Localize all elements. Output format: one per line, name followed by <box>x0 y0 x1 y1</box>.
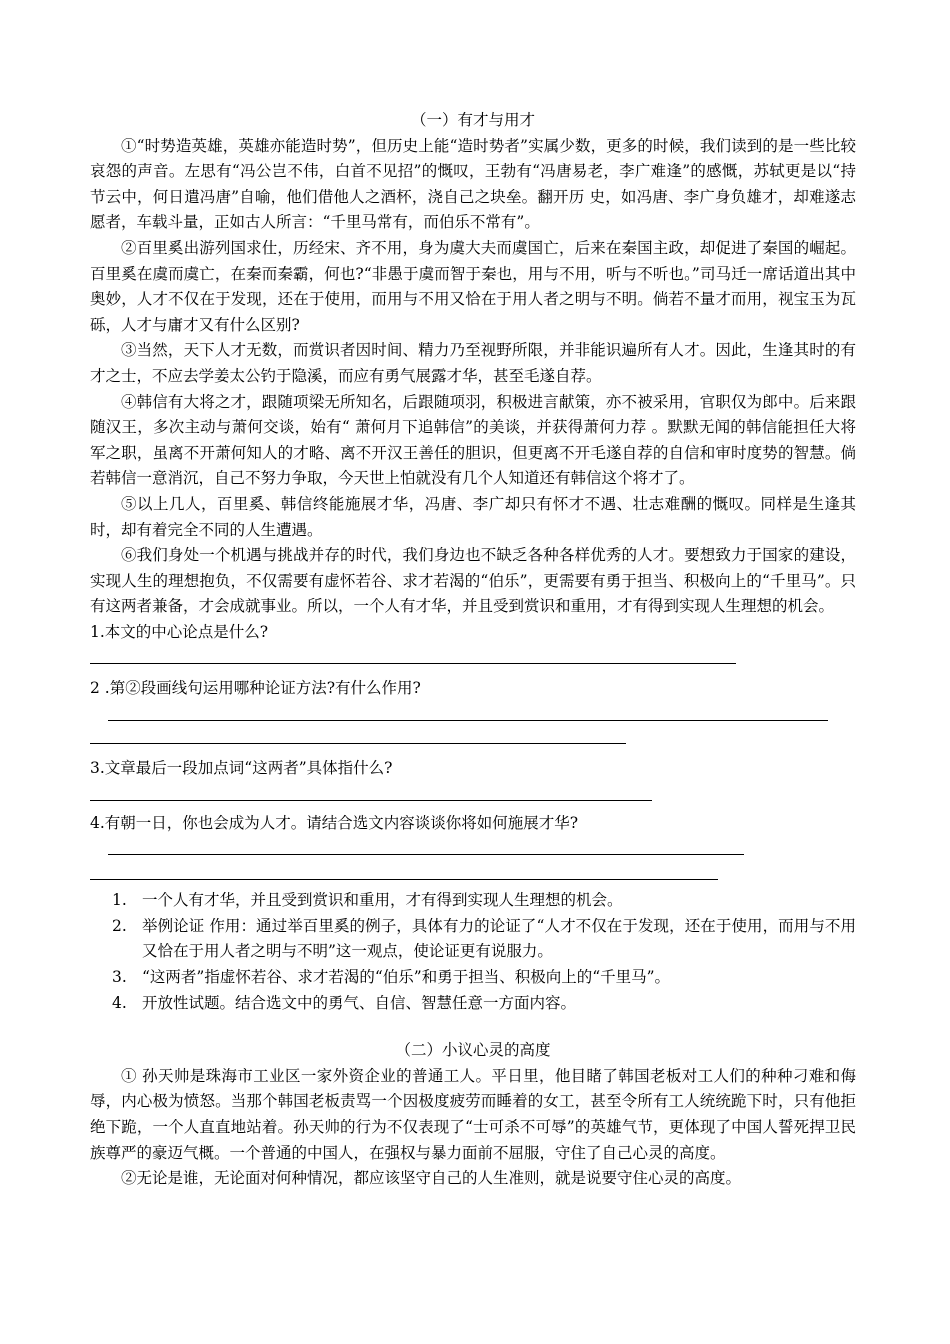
answer-item <box>112 965 856 991</box>
answer-item <box>112 888 856 914</box>
section1-paragraph-5: ⑤以上几人，百里奚、韩信终能施展才华，冯唐、李广却只有怀才不遇、壮志难酬的慨叹。同样是生逢其时，却有着完全不同的人生遭遇。 <box>90 494 856 539</box>
answer-number: 3. <box>112 968 127 987</box>
answer-text: 开放性试题。结合选文中的勇气、自信、智慧任意一方面内容。 <box>142 993 577 1012</box>
document-page <box>90 108 856 1192</box>
question-1: 1.本文的中心论点是什么? <box>90 622 269 641</box>
answer-line <box>108 720 828 721</box>
section2-paragraph-1: ① 孙天帅是珠海市工业区一家外资企业的普通工人。平日里，他目睹了韩国老板对工人们的种种刁难和侮辱，内心极为愤怒。当那个韩国老板责骂一个因极度疲劳而睡着的女工，甚至令所有工人统统跪下时，只有他拒绝下跪，一个人直直地站着。孙天帅的行为不仅表现了“士可杀不可辱”的英雄气节，更体现了中国人誓死捍卫民族尊严的豪迈气概。一个普通的中国人，在强权与暴力面前不屈服，守住了自己心灵的高度。 <box>90 1066 856 1162</box>
section1-paragraph-6: ⑥我们身处一个机遇与挑战并存的时代，我们身边也不缺乏各种各样优秀的人才。要想致力于国家的建设，实现人生的理想抱负，不仅需要有虚怀若谷、求才若渴的“伯乐”，更需要有勇于担当、积极向上的“千里马”。只有这两者兼备，才会成就事业。所以，一个人有才华，并且受到赏识和重用，才有得到实现人生理想的机会。 <box>90 546 856 616</box>
answer-item <box>112 991 856 1017</box>
answer-line <box>90 879 718 880</box>
section1-paragraph-3: ③当然，天下人才无数，而赏识者因时间、精力乃至视野所限，并非能识遍所有人才。因此，生逢其时的有才之士，不应去学姜太公钓于隐溪，而应有勇气展露才华，甚至毛遂自荐。 <box>90 341 856 385</box>
section1-paragraph-4: ④韩信有大将之才，跟随项梁无所知名，后跟随项羽，积极进言献策，亦不被采用，官职仅为郎中。后来跟随汉王，多次主动与萧何交谈，始有“ 萧何月下追韩信”的美谈，并获得萧何力荐 。默默无闻的韩信能担任大将军之职，虽离不开萧何知人的才略、离不开汉王善任的胆识，但更离不开毛遂自荐的自信和审时度势的智慧。倘若韩信一意消沉，自己不努力争取，今天世上怕就没有几个人知道还有韩信这个将才了。 <box>90 392 856 488</box>
answer-text: 举例论证 作用：通过举百里奚的例子，具体有力的论证了“人才不仅在于发现，还在于使用，而用与不用又恰在于用人者之明与不明”这一观点，使论证更有说服力。 <box>142 916 856 961</box>
section1-paragraph-2: ②百里奚出游列国求仕，历经宋、齐不用，身为虞大夫而虞国亡，后来在秦国主政，却促进了秦国的崛起。百里奚在虞而虞亡，在秦而秦霸，何也?“非愚于虞而智于秦也，用与不用，听与不听也。”司马迁一席话道出其中奥妙，人才不仅在于发现，还在于使用，而用与不用又恰在于用人者之明与不明。倘若不量才而用，视宝玉为瓦砾，人才与庸才又有什么区别? <box>90 238 856 334</box>
question-4: 4.有朝一日，你也会成为人才。请结合选文内容谈谈你将如何施展才华? <box>90 813 579 832</box>
section2-paragraph-2: ②无论是谁，无论面对何种情况，都应该坚守自己的人生准则，就是说要守住心灵的高度。 <box>121 1169 742 1188</box>
answer-number: 2. <box>112 916 127 935</box>
answer-number: 4. <box>112 993 127 1012</box>
section1-title: （一）有才与用才 <box>410 111 535 129</box>
answer-key <box>112 888 856 1016</box>
question-2: 2 .第②段画线句运用哪种论证方法?有什么作用? <box>90 679 421 698</box>
answer-line <box>108 854 744 855</box>
answer-text: “这两者”指虚怀若谷、求才若渴的“伯乐”和勇于担当、积极向上的“千里马”。 <box>142 968 671 987</box>
section1-paragraph-1: ①“时势造英雄，英雄亦能造时势”，但历史上能“造时势者”实属少数，更多的时候，我们读到的是一些比较哀怨的声音。左思有“冯公岂不伟，白首不见招”的慨叹，王勃有“冯唐易老，李广难逢”的感慨，苏轼更是以“持节云中，何日遣冯唐”自喻，他们借他人之酒杯，浇自己之块垒。翻开历 史，如冯唐、李广身负雄才，却难遂志愿者，车载斗量，正如古人所言：“千里马常有，而伯乐不常有”。 <box>90 136 856 232</box>
answer-item <box>112 914 856 965</box>
answer-line <box>90 663 736 664</box>
answer-line <box>90 743 626 744</box>
answer-text: 一个人有才华，并且受到赏识和重用，才有得到实现人生理想的机会。 <box>142 891 623 910</box>
answer-line <box>90 800 652 801</box>
question-3: 3.文章最后一段加点词“这两者”具体指什么? <box>90 759 393 778</box>
section2-title: （二）小议心灵的高度 <box>395 1041 551 1060</box>
answer-number: 1. <box>112 891 127 910</box>
